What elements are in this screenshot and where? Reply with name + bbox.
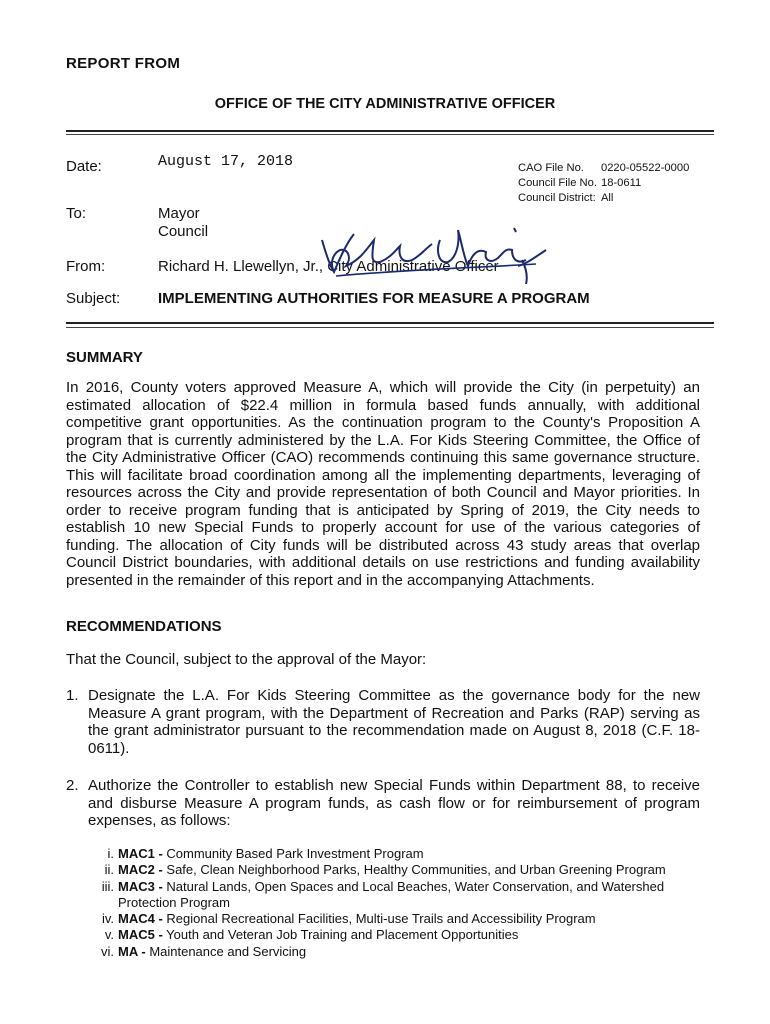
council-file-row — [518, 176, 693, 191]
fund-item — [80, 944, 720, 960]
fund-roman: vi. — [101, 943, 114, 959]
subject-bottom-rule — [66, 327, 714, 328]
fund-roman: iii. — [101, 878, 114, 894]
fund-description: Youth and Veteran Job Training and Placement Opportunities — [166, 927, 519, 943]
file-info-table — [518, 161, 693, 206]
recommendation-number: 2. — [66, 777, 79, 794]
fund-code: MAC4 - — [118, 911, 163, 927]
summary-heading: SUMMARY — [66, 349, 143, 366]
fund-description: Regional Recreational Facilities, Multi-use Trails and Accessibility Program — [166, 911, 596, 927]
council-district-row — [518, 191, 693, 206]
recommendation-text: Designate the L.A. For Kids Steering Committee as the governance body for the new Measure A grant program, with the Department of Recreation and Parks (RAP) serving as the grant administrator pursuant to the recommendation made on August 8, 2018 (C.F. 18-0611). — [88, 687, 700, 757]
handwritten-signature — [300, 214, 560, 284]
fund-item — [80, 879, 720, 912]
date-label: Date: — [66, 158, 102, 175]
council-file-label: Council File No. — [518, 177, 597, 189]
subject-top-rule — [66, 322, 714, 324]
header-top-rule — [66, 130, 714, 132]
office-heading: OFFICE OF THE CITY ADMINISTRATIVE OFFICER — [214, 96, 556, 112]
recommendations-heading: RECOMMENDATIONS — [66, 618, 222, 635]
recommendation-item — [66, 687, 700, 757]
fund-item — [80, 911, 720, 927]
special-funds-list — [80, 846, 720, 960]
from-label: From: — [66, 258, 106, 275]
recipient-mayor: Mayor — [158, 205, 200, 222]
fund-code: MAC1 - — [118, 846, 163, 861]
cao-file-value: 0220-05522-0000 — [600, 162, 690, 174]
council-district-label: Council District: — [518, 192, 596, 204]
fund-roman: ii. — [104, 862, 114, 878]
recipients — [158, 205, 208, 241]
council-file-value: 18-0611 — [600, 177, 642, 189]
recipient-council: Council — [158, 223, 209, 240]
fund-description: Community Based Park Investment Program — [166, 846, 424, 861]
fund-code: MAC3 - — [118, 878, 163, 894]
fund-description: Natural Lands, Open Spaces and Local Beaches, Water Conservation, and Watershed Protection Program — [118, 878, 665, 910]
subject-label: Subject: — [66, 290, 121, 307]
recommendations-intro: That the Council, subject to the approval of the Mayor: — [66, 651, 427, 668]
fund-roman: v. — [104, 927, 114, 943]
subject-value: IMPLEMENTING AUTHORITIES FOR MEASURE A PROGRAM — [158, 290, 590, 307]
from-value: Richard H. Llewellyn, Jr., City Administrative Officer — [158, 258, 499, 275]
fund-code: MA - — [118, 943, 146, 959]
fund-roman: i. — [107, 846, 114, 861]
cao-file-label: CAO File No. — [518, 162, 584, 174]
fund-description: Maintenance and Servicing — [149, 943, 307, 959]
date-value: August 17, 2018 — [158, 153, 294, 170]
recommendation-text: Authorize the Controller to establish new Special Funds within Department 88, to receive and disburse Measure A program funds, as cash flow or for reimbursement of program expenses, as follows: — [88, 777, 700, 829]
fund-roman: iv. — [101, 911, 114, 927]
fund-item — [80, 862, 720, 878]
fund-code: MAC2 - — [118, 862, 163, 878]
report-from-heading: REPORT FROM — [66, 55, 181, 72]
cao-file-row — [518, 161, 693, 176]
header-bottom-rule — [66, 134, 714, 135]
fund-item — [80, 846, 720, 862]
fund-code: MAC5 - — [118, 927, 163, 943]
summary-paragraph: In 2016, County voters approved Measure A, which will provide the City (in perpetuity) an estimated allocation of $22.4 million in formula based funds annually, with additional competitive grant opportunities. As the continuation program to the County's Proposition A program that is currently administered by the L.A. For Kids Steering Committee, the Office of the City Administrative Officer (CAO) recommends continuing this same governance structure. This will facilitate broad coordination among all the implementing departments, leveraging of resources across the City and provide representation of both Council and Mayor priorities. In order to receive program funding that is anticipated by Spring of 2019, the City needs to establish 10 new Special Funds to properly account for use of the various categories of funding. The allocation of City funds will be distributed across 43 study areas that overlap Council District boundaries, with additional details on use restrictions and funding availability presented in the remainder of this report and in the accompanying Attachments. — [66, 379, 700, 589]
council-district-value: All — [600, 192, 614, 204]
fund-description: Safe, Clean Neighborhood Parks, Healthy Communities, and Urban Greening Program — [166, 862, 666, 878]
recommendation-item — [66, 777, 700, 830]
to-label: To: — [66, 205, 87, 222]
fund-item — [80, 927, 720, 943]
recommendation-number: 1. — [66, 687, 79, 704]
